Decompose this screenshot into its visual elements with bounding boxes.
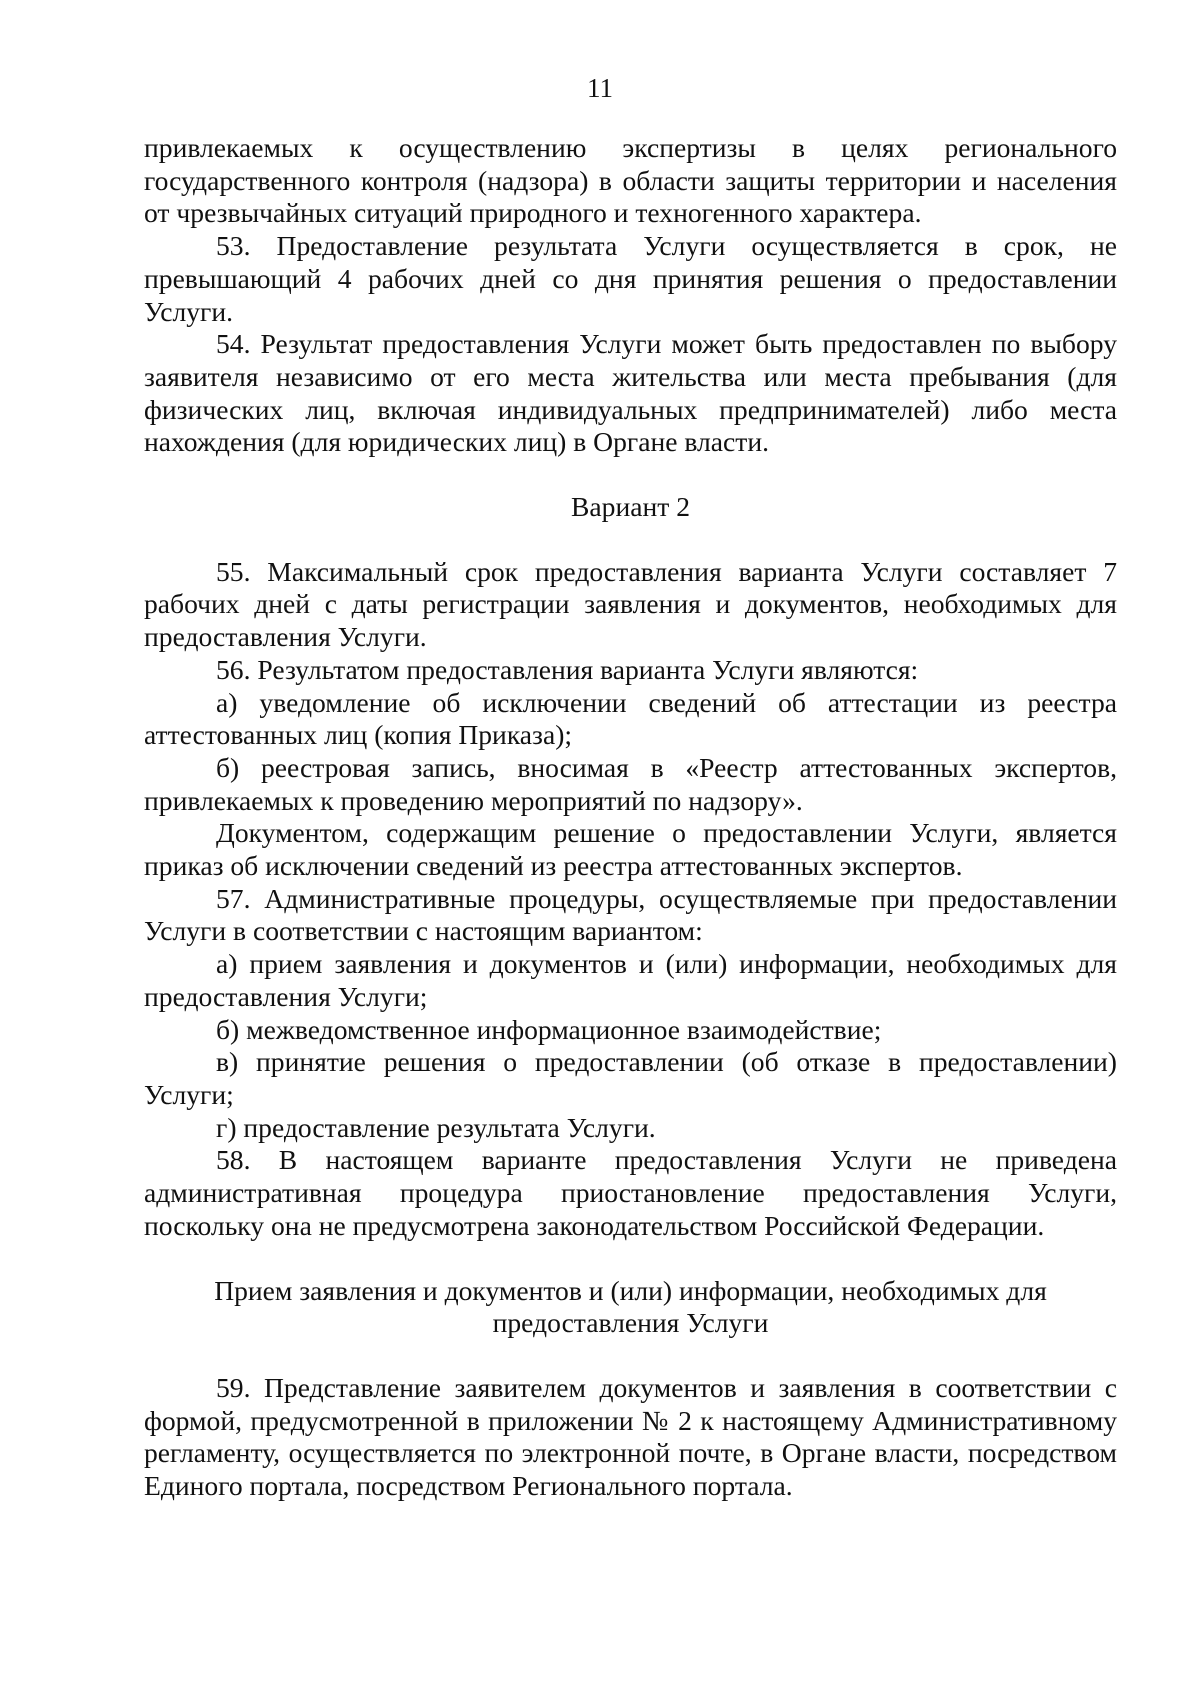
paragraph-57-g: г) предоставление результата Услуги.	[216, 1111, 656, 1143]
paragraph-57-b: б) межведомственное информационное взаимодействие;	[216, 1013, 882, 1045]
paragraph-57: 57. Административные процедуры, осуществляемые при предоставлении Услуги в соответствии с настоящим вариантом:	[144, 882, 1117, 947]
paragraph-56: 56. Результатом предоставления варианта Услуги являются:	[216, 653, 919, 685]
paragraph-57-a: а) прием заявления и документов и (или) информации, необходимых для предоставления Услуги;	[144, 948, 1117, 1012]
section-heading-reception-line-1: Прием заявления и документов и (или) информации, необходимых для	[214, 1274, 1047, 1306]
paragraph-54: 54. Результат предоставления Услуги может быть предоставлен по выбору заявителя независимо от его места жительства или места пребывания (для физических лиц, включая индивидуальных предпринимателей) либо места нахождения (для юридических лиц) в Органе власти.	[144, 328, 1117, 458]
paragraph-53: 53. Предоставление результата Услуги осуществляется в срок, не превышающий 4 рабочих дней со дня принятия решения о предоставлении Услуги.	[144, 230, 1117, 327]
paragraph-56-document: Документом, содержащим решение о предоставлении Услуги, является приказ об исключении сведений из реестра аттестованных экспертов.	[144, 817, 1117, 882]
document-body	[144, 132, 1117, 1503]
paragraph-56-a: а) уведомление об исключении сведений об аттестации из реестра аттестованных лиц (копия Приказа);	[144, 686, 1117, 751]
paragraph-56-b: б) реестровая запись, вносимая в «Реестр аттестованных экспертов, привлекаемых к проведению мероприятий по надзору».	[144, 751, 1117, 816]
section-heading-reception-line-2: предоставления Услуги	[492, 1307, 769, 1339]
paragraph-59: 59. Представление заявителем документов и заявления в соответствии с формой, предусмотренной в приложении № 2 к настоящему Административному регламенту, осуществляется по электронной почте, в Органе власти, посредством Единого портала, посредством Регионального портала.	[144, 1371, 1117, 1502]
page-number: 11	[587, 73, 613, 103]
section-heading-reception	[144, 1275, 1117, 1340]
paragraph-intro-continuation: привлекаемых к осуществлению экспертизы в целях регионального государственного контроля (надзора) в области защиты территории и населения от чрезвычайных ситуаций природного и техногенного характера.	[144, 132, 1117, 229]
paragraph-55: 55. Максимальный срок предоставления варианта Услуги составляет 7 рабочих дней с даты регистрации заявления и документов, необходимых для предоставления Услуги.	[144, 555, 1117, 653]
paragraph-57-v: в) принятие решения о предоставлении (об отказе в предоставлении) Услуги;	[144, 1046, 1117, 1110]
paragraph-58: 58. В настоящем варианте предоставления Услуги не приведена административная процедура приостановление предоставления Услуги, поскольку она не предусмотрена законодательством Российской Федерации.	[144, 1144, 1117, 1241]
section-heading-variant-2: Вариант 2	[571, 491, 690, 523]
